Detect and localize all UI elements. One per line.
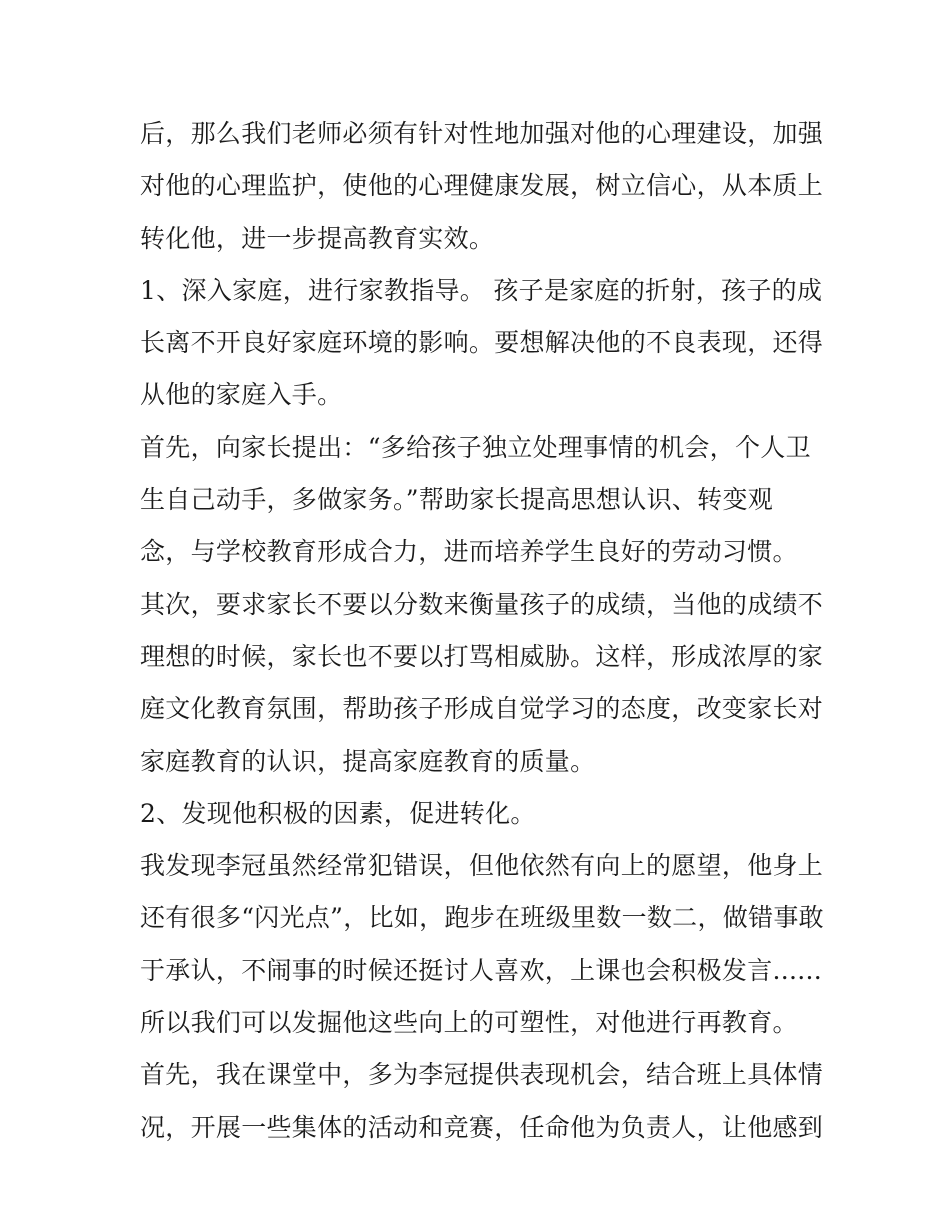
text-line-20: 况，开展一些集体的活动和竞赛，任命他为负责人，让他感到: [140, 1112, 824, 1142]
text-line-2: 对他的心理监护，使他的心理健康发展，树立信心，从本质上: [140, 171, 824, 201]
text-line-17: 于承认，不闹事的时候还挺讨人喜欢，上课也会积极发言......: [140, 955, 822, 985]
text-line-14: 2、发现他积极的因素，促进转化。: [140, 798, 536, 828]
text-line-13: 家庭教育的认识，提高家庭教育的质量。: [140, 746, 596, 776]
text-line-8: 生自己动手，多做家务。”帮助家长提高思想认识、转变观: [140, 485, 774, 515]
text-line-5: 长离不开良好家庭环境的影响。要想解决他的不良表现，还得: [140, 328, 824, 358]
text-line-18: 所以我们可以发掘他这些向上的可塑性，对他进行再教育。: [140, 1008, 798, 1038]
document-body: [140, 108, 830, 1154]
text-line-1: 后，那么我们老师必须有针对性地加强对他的心理建设，加强: [140, 119, 824, 148]
text-line-16: 还有很多“闪光点”，比如，跑步在班级里数一数二，做错事敢: [140, 903, 824, 933]
text-line-11: 理想的时候，家长也不要以打骂相威胁。这样，形成浓厚的家: [140, 641, 824, 671]
text-line-6: 从他的家庭入手。: [140, 380, 343, 410]
text-line-4: 1、深入家庭，进行家教指导。 孩子是家庭的折射，孩子的成: [140, 275, 823, 305]
text-line-10: 其次，要求家长不要以分数来衡量孩子的成绩，当他的成绩不: [140, 589, 824, 619]
text-line-3: 转化他，进一步提高教育实效。: [140, 223, 495, 253]
text-line-15: 我发现李冠虽然经常犯错误，但他依然有向上的愿望，他身上: [140, 851, 824, 881]
text-line-9: 念，与学校教育形成合力，进而培养学生良好的劳动习惯。: [140, 537, 798, 567]
text-line-7: 首先，向家长提出：“多给孩子独立处理事情的机会，个人卫: [140, 432, 811, 462]
text-line-12: 庭文化教育氛围，帮助孩子形成自觉学习的态度，改变家长对: [140, 694, 824, 724]
text-line-19: 首先，我在课堂中，多为李冠提供表现机会，结合班上具体情: [140, 1060, 824, 1090]
